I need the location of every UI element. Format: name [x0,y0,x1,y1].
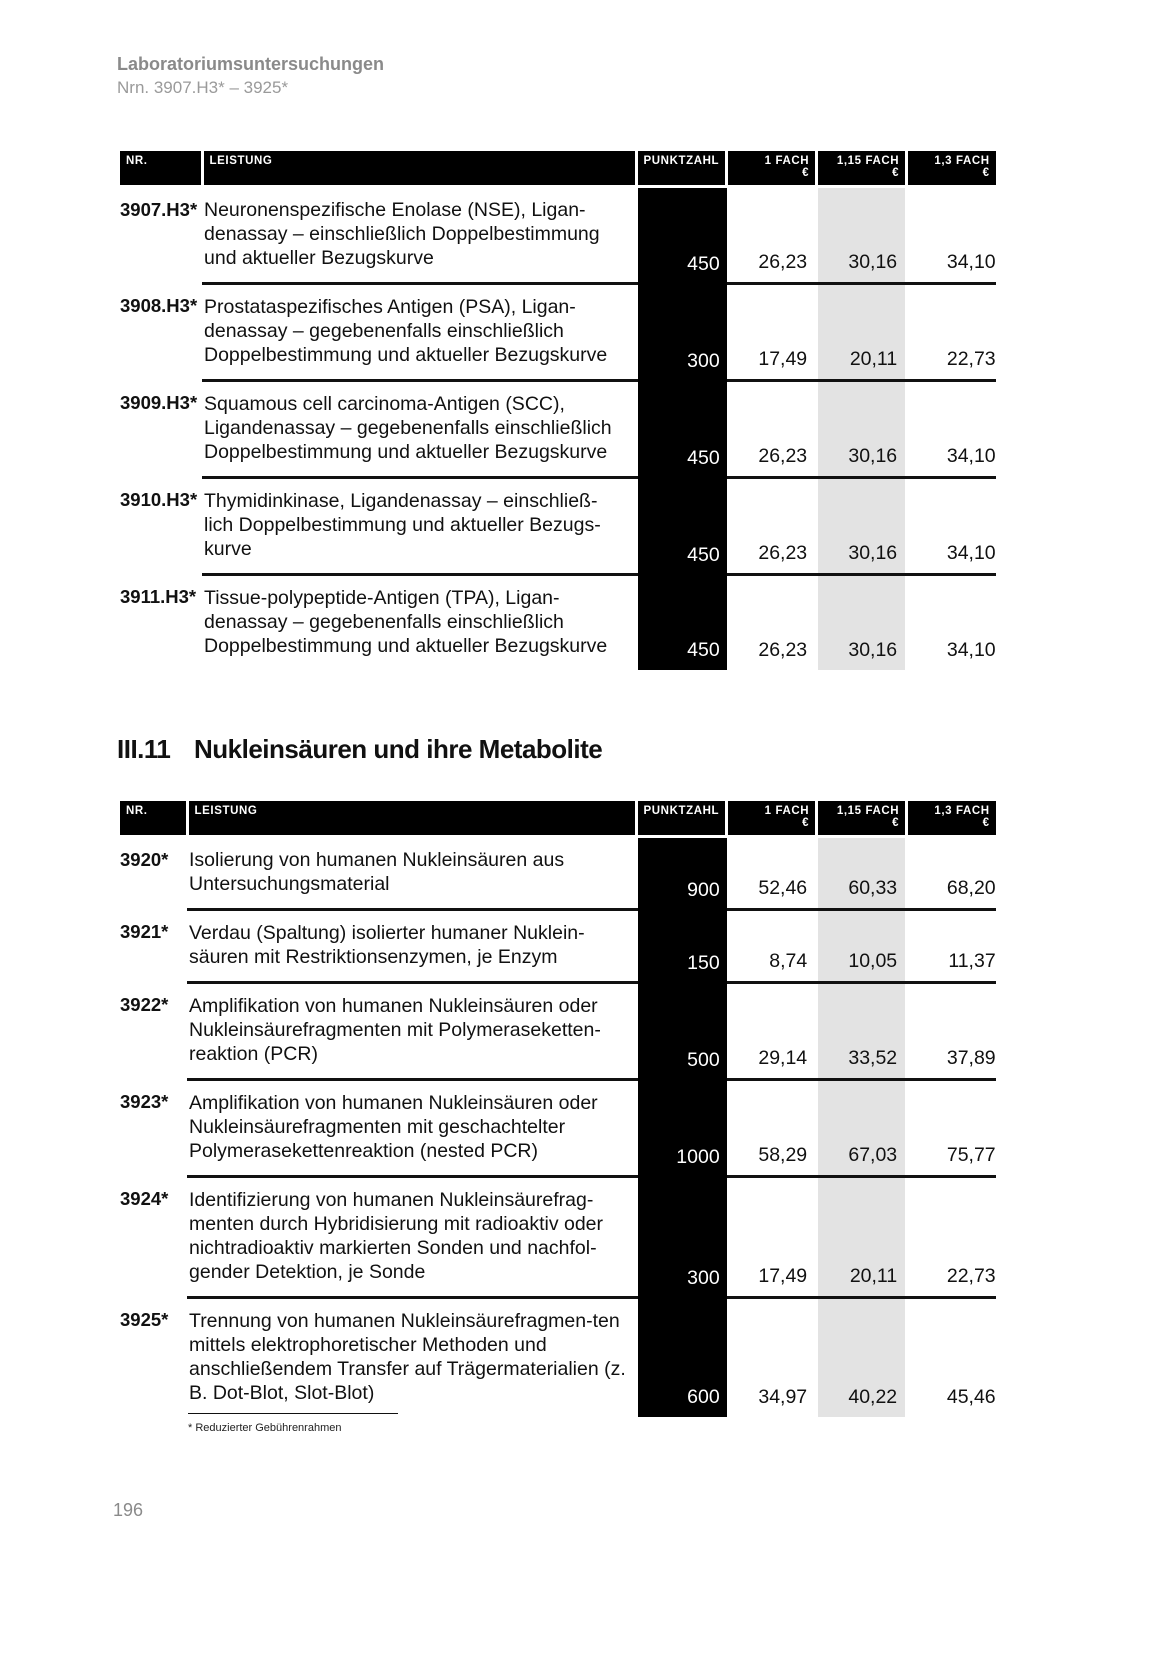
row-fee-1: 8,74 [727,910,817,983]
table-row [120,910,996,983]
col-punktzahl-header: PUNKTZAHL [636,801,727,835]
fach13-label: 1,3 FACH [934,155,990,167]
col-leistung-header: LEISTUNG [187,801,636,835]
row-description: Tissue-polypeptide-Antigen (TPA), Ligan-denassay – gegebenenfalls einschließlich Doppelbestimmung und aktueller Bezugskurve [204,587,608,657]
row-points: 900 [636,838,727,910]
col-fach1-header [727,801,817,835]
row-fee-1: 26,23 [727,381,817,478]
row-number: 3923* [120,1090,169,1112]
row-fee-13: 45,46 [907,1298,996,1418]
row-fee-13: 75,77 [907,1080,996,1177]
row-fee-115: 30,16 [817,188,907,284]
row-description: Verdau (Spaltung) isolierter humaner Nuklein-säuren mit Restriktionsenzymen, je Enzym [187,910,636,983]
row-description: Prostataspezifisches Antigen (PSA), Ligan-denassay – gegebenenfalls einschließlich Doppelbestimmung und aktueller Bezugskurve [202,284,636,381]
section-number: III.11 [117,734,171,764]
section-heading [117,734,602,765]
table-header-row [120,801,996,835]
row-number: 3909.H3* [120,391,198,413]
fach115-label: 1,15 FACH [836,805,900,817]
row-points: 300 [636,1177,727,1298]
row-description: Identifizierung von humanen Nukleinsäurefrag-menten durch Hybridisierung mit radioaktiv oder nichtradioaktiv markierten Sonden und nachfol-gender Detektion, je Sonde [187,1177,636,1298]
row-description: Isolierung von humanen Nukleinsäuren aus Untersuchungsmaterial [187,838,636,910]
row-fee-1: 26,23 [758,639,808,661]
table-row [120,838,996,910]
col-fach13-header [907,801,996,835]
row-description: Squamous cell carcinoma-Antigen (SCC), Ligandenassay – gegebenenfalls einschließlich Doppelbestimmung und aktueller Bezugskurve [202,381,636,478]
euro-label: € [982,167,990,179]
row-points: 600 [636,1298,727,1418]
header-subtitle: Nrn. 3907.H3* – 3925* [117,78,289,97]
row-fee-1: 26,23 [727,478,817,575]
row-number: 3908.H3* [120,294,198,316]
row-fee-115: 30,16 [817,478,907,575]
row-description: Trennung von humanen Nukleinsäurefragmen-ten mittels elektrophoretischer Methoden und anschließendem Transfer auf Trägermaterialien (z. B. Dot-Blot, Slot-Blot) [189,1310,626,1404]
row-fee-13: 11,37 [907,910,996,983]
euro-label: € [802,817,810,829]
footnote: * Reduzierter Gebührenrahmen [188,1422,342,1434]
row-fee-1: 17,49 [727,1177,817,1298]
footnote-divider [188,1413,398,1414]
row-fee-1: 29,14 [727,983,817,1080]
row-fee-13: 68,20 [907,838,996,910]
euro-label: € [892,167,900,179]
row-fee-115: 33,52 [817,983,907,1080]
col-leistung-header: LEISTUNG [202,151,636,185]
row-points: 450 [636,188,727,284]
col-punktzahl-header: PUNKTZAHL [636,151,727,185]
row-fee-115: 10,05 [817,910,907,983]
row-fee-115: 30,16 [817,575,907,671]
col-fach115-header [817,151,907,185]
row-fee-115: 40,22 [817,1298,907,1418]
row-number: 3910.H3* [120,488,198,510]
row-description: Amplifikation von humanen Nukleinsäuren oder Nukleinsäurefragmenten mit geschachtelter Polymerasekettenreaktion (nested PCR) [187,1080,636,1177]
row-fee-115: 60,33 [817,838,907,910]
row-fee-13: 22,73 [907,1177,996,1298]
col-nr-header: NR. [120,801,187,835]
table-header-row [120,151,996,185]
row-points: 450 [636,575,727,671]
row-fee-115: 67,03 [817,1080,907,1177]
table-row [120,575,996,671]
header-title: Laboratoriumsuntersuchungen [117,54,385,74]
row-fee-13: 37,89 [907,983,996,1080]
fee-table-2 [120,801,996,1417]
fach1-label: 1 FACH [764,805,810,817]
row-fee-13: 34,10 [907,188,996,284]
row-number: 3921* [120,920,169,942]
row-fee-13: 22,73 [907,284,996,381]
row-points: 450 [636,381,727,478]
row-description: Thymidinkinase, Ligandenassay – einschließ-lich Doppelbestimmung und aktueller Bezugs-kurve [202,478,636,575]
table-row [120,381,996,478]
row-fee-115: 30,16 [817,381,907,478]
fach1-label: 1 FACH [764,155,810,167]
row-fee-1: 34,97 [758,1386,808,1408]
row-fee-13: 34,10 [907,381,996,478]
row-number: 3924* [120,1187,169,1209]
table-row [120,188,996,284]
row-number: 3920* [120,849,169,870]
col-fach115-header [817,801,907,835]
fee-table-1 [120,151,996,670]
row-points: 300 [636,284,727,381]
row-points: 1000 [636,1080,727,1177]
row-fee-1: 58,29 [727,1080,817,1177]
row-number: 3907.H3* [120,199,198,220]
row-points: 150 [636,910,727,983]
page-number: 196 [113,1500,144,1520]
col-fach13-header [907,151,996,185]
row-fee-13: 34,10 [907,478,996,575]
row-fee-115: 20,11 [817,1177,907,1298]
fach115-label: 1,15 FACH [836,155,900,167]
table-row [120,284,996,381]
row-fee-115: 20,11 [817,284,907,381]
col-fach1-header [727,151,817,185]
row-fee-13: 34,10 [907,575,996,671]
col-nr-header: NR. [120,151,202,185]
table-row [120,478,996,575]
row-number: 3911.H3* [120,585,197,607]
row-fee-1: 17,49 [727,284,817,381]
row-number: 3925* [120,1308,169,1330]
table-row [120,1177,996,1298]
euro-label: € [892,817,900,829]
euro-label: € [802,167,810,179]
table-row [120,1080,996,1177]
section-title: Nukleinsäuren und ihre Metabolite [194,734,603,764]
fach13-label: 1,3 FACH [934,805,990,817]
row-points: 450 [636,478,727,575]
row-fee-1: 52,46 [727,838,817,910]
euro-label: € [982,817,990,829]
row-fee-1: 26,23 [727,188,817,284]
row-description: Neuronenspezifische Enolase (NSE), Ligan-denassay – einschließlich Doppelbestimmung und aktueller Bezugskurve [202,188,636,284]
table-row [120,983,996,1080]
running-header [117,52,384,100]
row-description: Amplifikation von humanen Nukleinsäuren oder Nukleinsäurefragmenten mit Polymeraseketten-reaktion (PCR) [187,983,636,1080]
table-row [120,1298,996,1418]
row-points: 500 [636,983,727,1080]
row-number: 3922* [120,993,169,1015]
